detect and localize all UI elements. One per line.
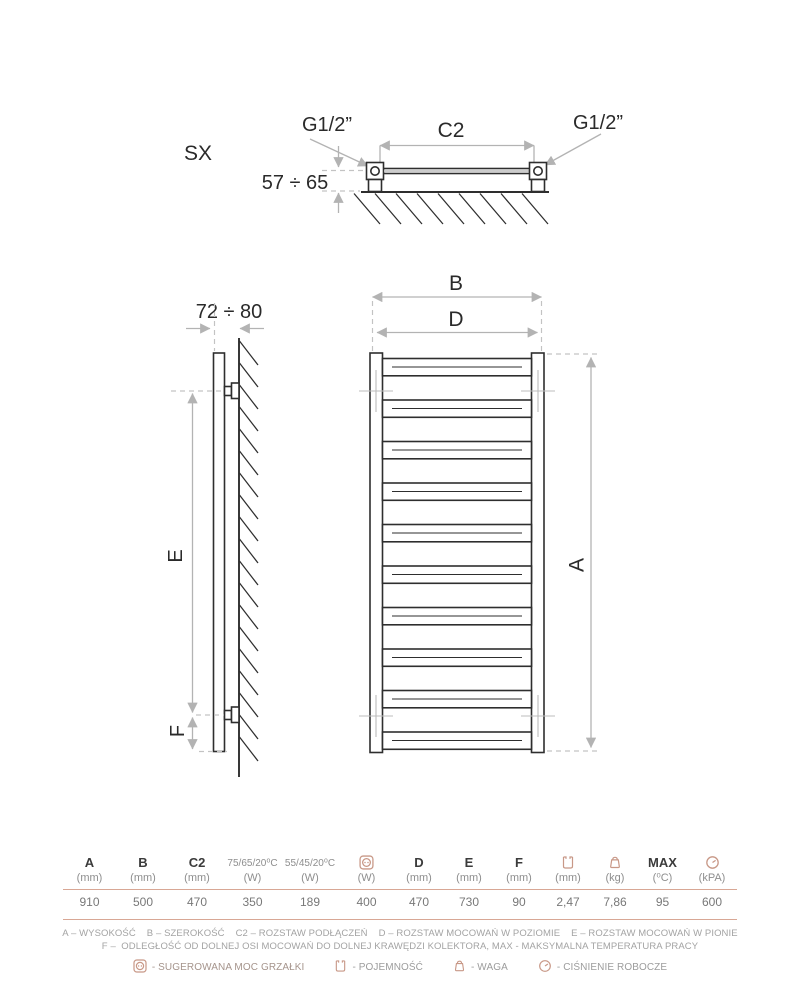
- col-header-c2: C2 (mm): [184, 855, 210, 884]
- col-header-b: B (mm): [130, 855, 156, 884]
- radiator-side-profile: [214, 353, 225, 752]
- legend-item-label: - WAGA: [471, 962, 508, 973]
- side-view: [165, 301, 264, 777]
- col-header-f: F (mm): [506, 855, 532, 884]
- capacity-icon: [561, 855, 575, 870]
- wall-top-view: [354, 192, 549, 224]
- value-weight: 7,86: [603, 895, 627, 909]
- col-header-a: A (mm): [76, 855, 103, 884]
- radiator-rungs: [383, 359, 532, 750]
- front-view: [359, 272, 601, 753]
- legend-item-label: - CIŚNIENIE ROBOCZE: [556, 962, 668, 973]
- a-dimension: [547, 354, 601, 751]
- top-view: [184, 112, 623, 224]
- value-max-temp: 95: [655, 895, 670, 909]
- capacity-icon: [334, 959, 347, 976]
- wall-distance-label: 57 ÷ 65: [261, 172, 329, 194]
- wall-side-view: [239, 338, 258, 777]
- value-heater-power: 400: [356, 895, 377, 909]
- b-dimension-label: B: [448, 272, 464, 295]
- weight-icon: [453, 959, 466, 976]
- col-header-power-55: 55/45/20⁰C (W): [284, 858, 336, 884]
- legend-item-weight: [453, 959, 508, 976]
- legend-item-heater-power: [133, 959, 305, 976]
- col-header-heater-power: (W): [339, 847, 394, 885]
- col-header-pressure: (kPA): [687, 847, 737, 885]
- value-d: 470: [408, 895, 430, 909]
- mounting-point-markers: [359, 370, 555, 737]
- d-dimension-label: D: [448, 308, 464, 331]
- legend-line-1: A – WYSOKOŚĆ B – SZEROKOŚĆ C2 – ROZSTAW PODŁĄCZEŃ D – ROZSTAW MOCOWAŃ W POZIOMIE E – ROZSTAW MOCOWAŃ W PIONIE: [62, 928, 738, 939]
- value-e: 730: [458, 895, 480, 909]
- left-collector: [370, 353, 383, 753]
- left-thread-label: G1/2”: [301, 114, 353, 136]
- heater-power-icon: [359, 855, 374, 870]
- right-collector: [532, 353, 545, 753]
- model-label: SX: [183, 142, 213, 165]
- right-thread-label: G1/2”: [572, 112, 624, 134]
- collector-tube-top: [367, 163, 547, 192]
- heater-power-icon: [133, 959, 147, 976]
- spec-table: [63, 847, 737, 920]
- value-power-75: 350: [242, 895, 263, 909]
- value-b: 500: [132, 895, 154, 909]
- col-header-capacity: (mm): [544, 847, 592, 885]
- pressure-icon: [705, 855, 720, 870]
- wall-bracket-top: [225, 383, 240, 399]
- value-capacity: 2,47: [556, 895, 580, 909]
- legend-line-2: F – ODLEGŁOŚĆ OD DOLNEJ OSI MOCOWAŃ DO DOLNEJ KRAWĘDZI KOLEKTORA, MAX - MAKSYMALNA TEMPERATURA PRACY: [101, 940, 699, 952]
- a-dimension-label: A: [565, 557, 589, 573]
- col-header-e: E (mm): [456, 855, 482, 884]
- legend-item-capacity: [334, 959, 423, 976]
- c2-dimension-lines: [380, 146, 534, 165]
- spec-table-header: [63, 847, 737, 885]
- table-divider-bottom: [63, 919, 737, 920]
- pressure-icon: [538, 959, 552, 976]
- col-header-d: D (mm): [406, 855, 432, 884]
- value-c2: 470: [186, 895, 208, 909]
- wall-bracket-bottom: [225, 707, 240, 723]
- value-power-55: 189: [299, 895, 321, 909]
- depth-dimension-label: 72 ÷ 80: [195, 301, 263, 323]
- legend-item-label: - SUGEROWANA MOC GRZAŁKI: [151, 962, 305, 973]
- value-pressure: 600: [701, 895, 723, 909]
- legend-item-label: - POJEMNOŚĆ: [352, 962, 423, 973]
- legend: [0, 928, 800, 976]
- right-thread-leader: [545, 134, 601, 165]
- col-header-max-temp: MAX (⁰C): [648, 855, 677, 884]
- col-header-power-75: 75/65/20⁰C (W): [227, 858, 278, 884]
- weight-icon: [608, 855, 622, 870]
- spec-table-values: [63, 890, 737, 915]
- col-header-weight: (kg): [592, 847, 638, 885]
- wall-distance-dimension: [322, 146, 366, 213]
- value-f: 90: [512, 895, 526, 909]
- e-dimension-label: E: [165, 549, 187, 563]
- legend-icon-row: [0, 959, 800, 976]
- c2-dimension-label: C2: [437, 119, 465, 142]
- legend-item-pressure: [538, 959, 667, 976]
- f-dimension-label: F: [167, 724, 189, 738]
- value-a: 910: [79, 895, 100, 909]
